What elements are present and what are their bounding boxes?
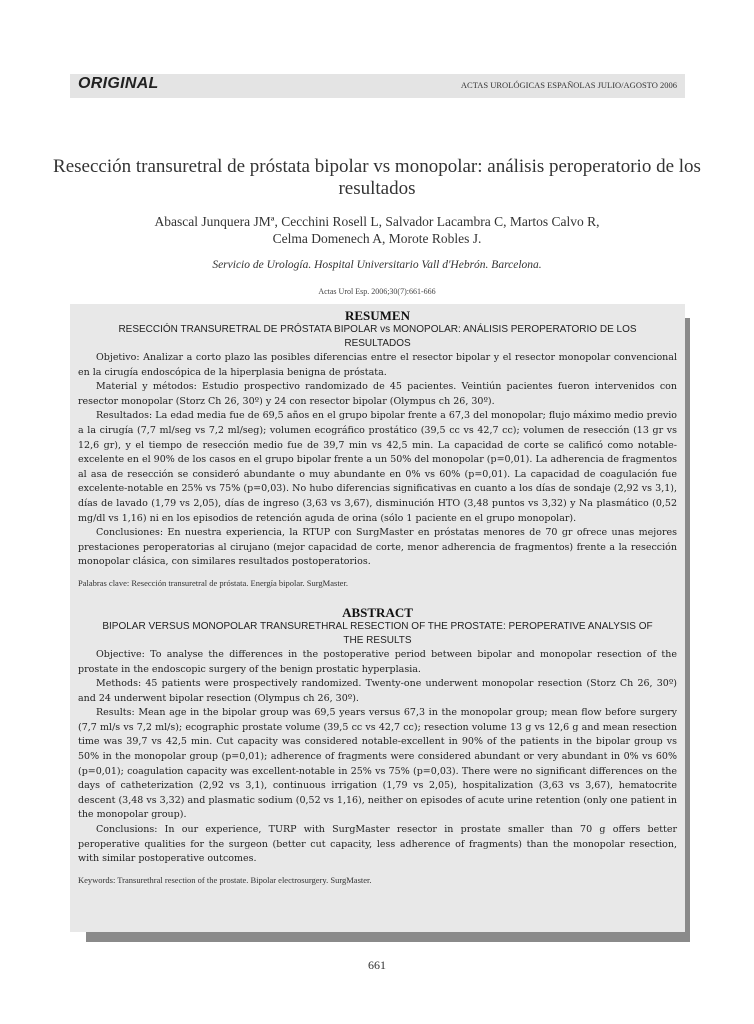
abstract-keywords: Keywords: Transurethral resection of the prostate. Bipolar electrosurgery. SurgMaster. xyxy=(78,874,372,885)
journal-name: ACTAS UROLÓGICAS ESPAÑOLAS JULIO/AGOSTO 2006 xyxy=(460,80,677,90)
resumen-keywords: Palabras clave: Resección transuretral de próstata. Energía bipolar. SurgMaster. xyxy=(78,577,348,588)
abstract-content xyxy=(78,308,677,885)
resumen-heading: RESUMEN xyxy=(344,308,410,323)
resumen-subtitle: RESECCIÓN TRANSURETRAL DE PRÓSTATA BIPOLAR vs MONOPOLAR: ANÁLISIS PEROPERATORIO DE LOS RESULTADOS xyxy=(118,324,637,349)
abstract-heading: ABSTRACT xyxy=(342,604,413,620)
abstract-methods: Methods: 45 patients were prospectively randomized. Twenty-one underwent monopolar resection (Storz Ch 26, 30º) and 24 underwent bipolar resection (Olympus ch 26, 30º). xyxy=(78,678,677,704)
abstract-results: Results: Mean age in the bipolar group was 69,5 years versus 67,3 in the monopolar group; mean flow before surgery (7,7 ml/s vs 7,2 ml/s); ecographic prostate volume (39,5 cc vs 42,7 cc); resection volume 13 g vs 12,6 g and mean resection time was 39,7 vs 42,5 min. Cut capacity was considered notable-excellent in 90% of the patients in the bipolar group vs 50% in the monopolar group (p=0,01); adherence of fragments were considered abundant or very abundant in 0% vs 60% (p=0,01); coagulation capacity was excellent-notable in 25% vs 75% (p=0,03). There were no significant differences on the days of catheterization (2,92 vs 3,1), continuous irrigation (1,79 vs 2,05), hospitalization (3,63 vs 3,67), hematocrite descent (3,48 vs 3,32) and plasmatic sodium (0,52 vs 1,16), neither on episodes of acute urine retention (only one patient in the monopolar group). xyxy=(78,707,677,821)
abstract-objective: Objective: To analyse the differences in the postoperative period between bipolar and monopolar resection of the prostate in the endoscopic surgery of the benign prostatic hyperplasia. xyxy=(78,648,677,675)
authors-line-1: Abascal Junquera JMª, Cecchini Rosell L, Salvador Lacambra C, Martos Calvo R, xyxy=(154,214,600,229)
resumen-resultados: Resultados: La edad media fue de 69,5 años en el grupo bipolar frente a 67,3 del monopolar; flujo máximo medio previo a la cirugía (7,7 ml/seg vs 7,2 ml/seg); volumen ecográfico prostático (39,5 cc vs 42,7 cc); volumen de resección (13 gr vs 12,6 gr), y el tiempo de resección medio fue de 39,7 min vs 42,5 min. La capacidad de corte se calificó como notable-excelente en el 90% de los casos en el grupo bipolar frente a un 50% del monopolar (p=0,01). La adherencia de fragmentos al asa de resección se consideró abundante o muy abundante en 0% vs 60% (p=0,01). La capacidad de coagulación fue excelente-notable en 25% vs 75% (p=0,03). No hubo diferencias significativas en cuanto a los días de sondaje (2,92 vs 3,1), días de lavado (1,79 vs 2,05), días de ingreso (3,63 vs 3,67), disminución HTO (3,48 puntos vs 3,32) y Na plasmático (0,52 mg/dl vs 1,16) ni en los episodios de retención aguda de orina (sólo 1 paciente en el grupo monopolar). xyxy=(78,410,677,524)
authors-line-2: Celma Domenech A, Morote Robles J. xyxy=(272,231,482,246)
article-title: Resección transuretral de próstata bipolar vs monopolar: análisis peroperatorio de los resultados xyxy=(53,156,701,199)
section-label: ORIGINAL xyxy=(78,75,159,92)
abstract-conclusions: Conclusions: In our experience, TURP with SurgMaster resector in prostate smaller than 70 g offers better peroperative qualities for the surgeon (better cut capacity, less adherence of fragments) than the monopolar resection, with similar postoperative outcomes. xyxy=(78,824,677,865)
citation: Actas Urol Esp. 2006;30(7):661-666 xyxy=(318,287,436,296)
affiliation: Servicio de Urología. Hospital Universitario Vall d'Hebrón. Barcelona. xyxy=(212,259,542,271)
author-list xyxy=(40,213,714,247)
resumen-objetivo: Objetivo: Analizar a corto plazo las posibles diferencias entre el resector bipolar y el resector monopolar convencional en la cirugía endoscópica de la hiperplasia benigna de próstata. xyxy=(78,352,677,378)
abstract-subtitle: BIPOLAR VERSUS MONOPOLAR TRANSURETHRAL RESECTION OF THE PROSTATE: PEROPERATIVE ANALYSIS OF THE RESULTS xyxy=(102,620,653,646)
resumen-conclusiones: Conclusiones: En nuestra experiencia, la RTUP con SurgMaster en próstatas menores de 70 gr ofrece unas mejores prestaciones peroperatorias al cirujano (mejor capacidad de corte, menor adherencia de fragmentos) frente a la resección monopolar clásica, con similares resultados postoperatorios. xyxy=(78,527,677,568)
page-number: 661 xyxy=(368,958,386,972)
resumen-material: Material y métodos: Estudio prospectivo randomizado de 45 pacientes. Veintiún pacientes fueron intervenidos con resector monopolar (Storz Ch 26, 30º) y 24 con resector bipolar (Olympus ch 26, 30º). xyxy=(78,381,677,407)
abstract-box xyxy=(70,304,685,932)
header-bar xyxy=(70,74,685,98)
